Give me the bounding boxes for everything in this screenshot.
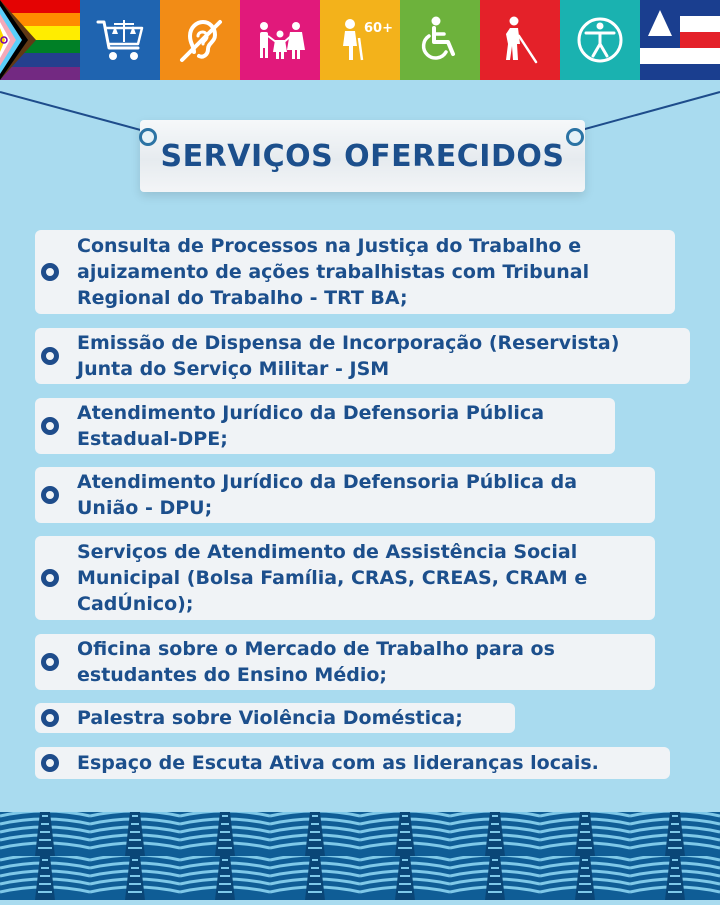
page-title: SERVIÇOS OFERECIDOS [160,138,565,174]
blind-cane-icon [480,0,560,80]
list-item [35,398,615,454]
service-text: Palestra sobre Violência Doméstica; [77,707,463,729]
justice-cart-icon [80,0,160,80]
accessibility-icon [560,0,640,80]
service-text: Emissão de Dispensa de Incorporação (Reservista) Junta do Serviço Militar - JSM [77,332,620,380]
wheelchair-icon [400,0,480,80]
header-icon-strip [0,0,720,80]
service-text: Consulta de Processos na Justiça do Trabalho e ajuizamento de ações trabalhistas com Tribunal Regional do Trabalho - TRT BA; [77,235,590,309]
service-text: Atendimento Jurídico da Defensoria Pública Estadual-DPE; [77,402,545,450]
service-text: Serviços de Atendimento de Assistência Social Municipal (Bolsa Família, CRAS, CREAS, CRAM e CadÚnico); [77,541,588,615]
family-icon [240,0,320,80]
woven-pattern-graphic [0,812,720,900]
service-text: Espaço de Escuta Ativa com as lideranças locais. [77,752,599,774]
bullet-icon [41,263,59,281]
bullet-icon [41,709,59,727]
bullet-icon [41,486,59,504]
bullet-icon [41,347,59,365]
service-text: Oficina sobre o Mercado de Trabalho para os estudantes do Ensino Médio; [77,638,555,686]
list-item [35,467,655,523]
pride-flag-icon [0,0,80,80]
bullet-icon [41,653,59,671]
services-banner [140,120,585,192]
list-item [35,703,515,733]
sixty-plus-label: 60+ [364,21,393,36]
bullet-icon [41,569,59,587]
footer-pattern [0,812,720,900]
elderly-60-plus-icon [320,0,400,80]
list-item [35,536,655,620]
bullet-icon [41,754,59,772]
list-item [35,328,690,384]
hearing-impaired-icon [160,0,240,80]
list-item [35,230,675,314]
service-text: Atendimento Jurídico da Defensoria Pública da União - DPU; [77,471,578,519]
bahia-flag-icon [640,0,720,80]
list-item [35,634,655,690]
bullet-icon [41,417,59,435]
list-item [35,747,670,779]
